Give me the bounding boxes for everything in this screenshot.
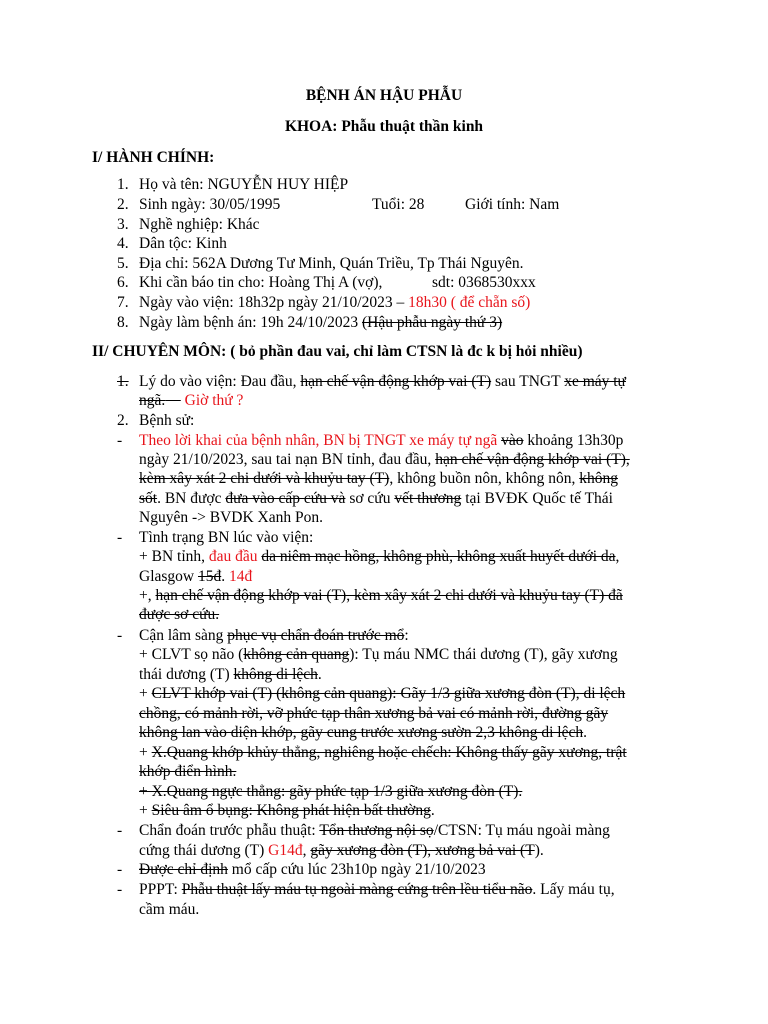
section-admin-heading: I/ HÀNH CHÍNH: xyxy=(92,149,215,166)
gender-value: Giới tính: Nam xyxy=(465,196,560,213)
department-title: KHOA: Phẫu thuật thần kinh xyxy=(284,118,484,135)
document-title: BỆNH ÁN HẬU PHẪU xyxy=(305,87,463,104)
section-clinical-heading: II/ CHUYÊN MÔN: ( bỏ phần đau vai, chỉ làm CTSN là đc k bị hỏi nhiều) xyxy=(92,343,583,360)
contact-phone: sdt: 0368530xxx xyxy=(432,274,536,291)
document-page: BỆNH ÁN HẬU PHẪU KHOA: Phẫu thuật thần kinh I/ HÀNH CHÍNH: 1. Họ và tên: NGUYỄN HUY HIỆP 2. Sinh ngày: 30/05/1995 Tuổi: 28 Giới tính: Nam 3. Nghề nghiệp: Khác 4. Dân tộc: Kinh 5. Địa chỉ: 562A Dương Tư Minh, Quán Triều, Tp Thái Nguyên. 6. Khi cần báo tin cho: Hoàng Thị A (vợ), sdt: 0368530xxx 7. Ngày vào viện: 18h32p ngày 21/10/2023 – 18h30 ( để chẵn số) 8. Ngày làm bệnh án: 19h 24/10/2023 (Hậu phẫu ngày thứ 3) II/ CHUYÊN MÔN: ( bỏ phần đau vai, chỉ làm CTSN là đc k bị hỏi nhiều) 1. Lý do vào viện: Đau đầu, hạn chế vận động khớp vai (T) sau TNGT xe máy tự ngã. Giờ thứ ? 2. Bệnh sử: - Theo lời khai của bệnh nhân, BN bị TNGT xe máy tự ngã vào khoảng 13h30p ngày 21/10/2023, sau tai nạn BN tỉnh, đau đầu, hạn chế vận động khớp vai (T), kèm xây xát 2 chi dưới và khuỷu tay (T), không buồn nôn, không nôn, không sốt. BN được đưa vào cấp cứu và sơ cứu vết thương tại BVĐK Quốc tế Thái Nguyên -> BVDK Xanh Pon. - Tình trạng BN lúc vào viện: + BN tỉnh, đau đầu da niêm mạc hồng, không phù, không xuất huyết dưới da, Glasgow 15đ. 14đ +, hạn chế vận động khớp vai (T), kèm xây xát 2 chi dưới và khuỷu tay (T) đã được sơ cứu. - Cận lâm sàng phục vụ chẩn đoán trước mổ: + CLVT sọ não (không cản quang): Tụ máu NMC thái dương (T), gãy xương thái dương (T) không di lệch. + CLVT khớp vai (T) (không cản quang): Gãy 1/3 giữa xương đòn (T), di lệch chồng, có mảnh rời, vỡ phức tạp thân xương bả vai có mảnh rời, đường gãy không lan vào diện khớp, gãy cung trước xương sườn 2,3 không di lệch. + X.Quang khớp khủy thẳng, nghiêng hoặc chếch: Không thấy gãy xương, trật khớp điển hình. + X.Quang ngực thẳng: gãy phức tạp 1/3 giữa xương đòn (T). + Siêu âm ổ bụng: Không phát hiện bất thường. - Chẩn đoán trước phẫu thuật: Tổn thương nội sọ/CTSN: Tụ máu ngoài màng cứng thái dương (T) G14đ, gãy xương đòn (T), xương bả vai (T). - Được chỉ định mổ cấp cứu lúc 23h10p ngày 21/10/2023 - PPPT: Phẫu thuật lấy máu tụ ngoài màng cứng trên lều tiểu não. Lấy máu tụ, cầm máu. xyxy=(0,0,768,1024)
age-value: Tuổi: 28 xyxy=(372,196,425,213)
